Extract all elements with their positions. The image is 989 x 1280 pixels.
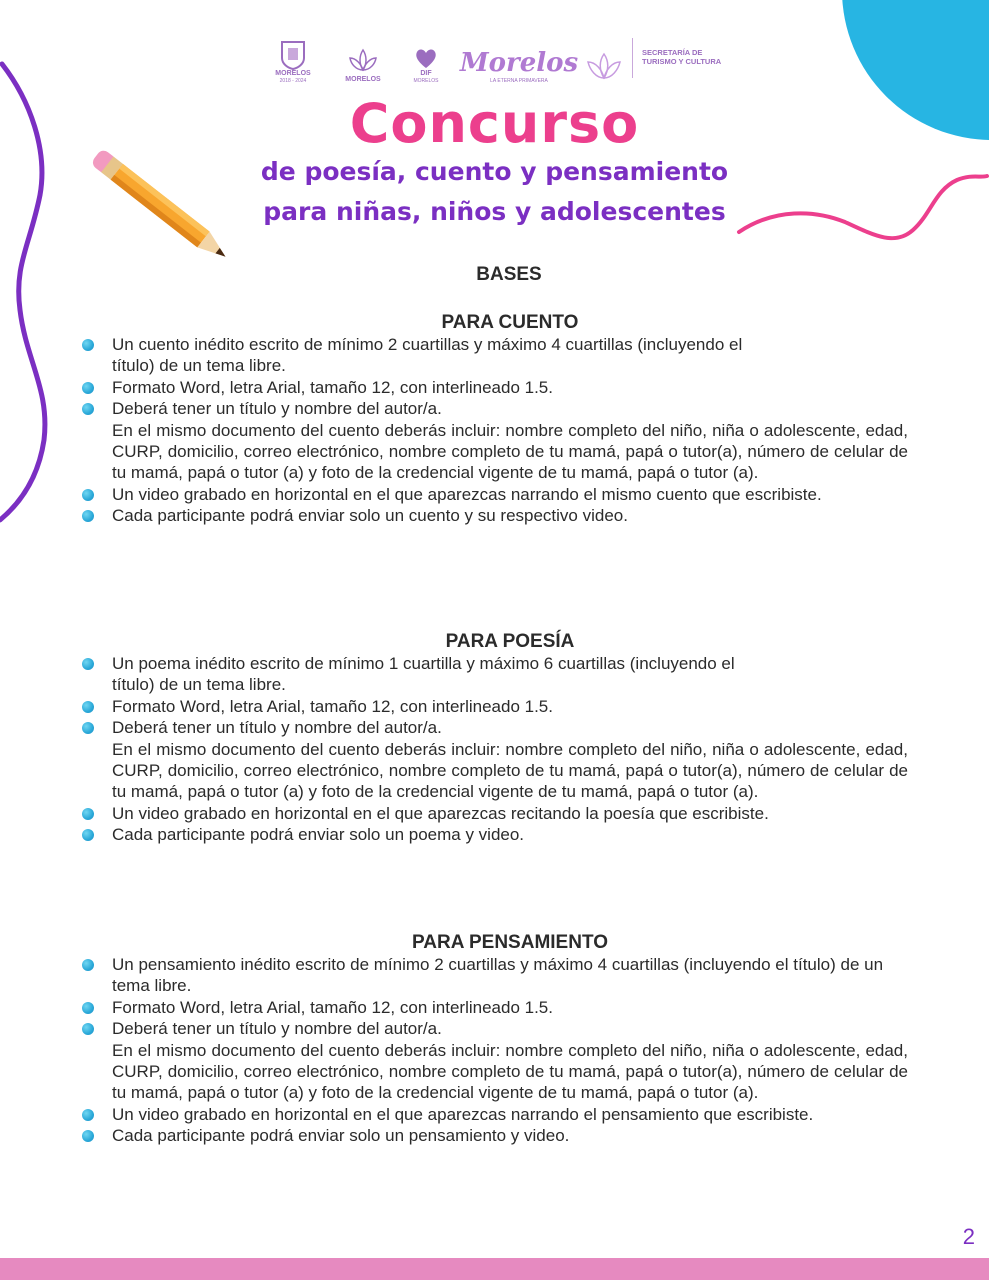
- list-item: [82, 377, 908, 398]
- blue-dot-bullet-icon: [82, 722, 94, 734]
- item-text: Un video grabado en horizontal en el que aparezcas recitando la poesía que escribiste.: [112, 803, 769, 823]
- item-text: Un poema inédito escrito de mínimo 1 cuartilla y máximo 6 cuartillas (incluyendo el título) de un tema libre.: [112, 654, 735, 695]
- section-heading: PARA POESÍA: [445, 631, 575, 652]
- item-text: Un cuento inédito escrito de mínimo 2 cuartillas y máximo 4 cuartillas (incluyendo el título) de un tema libre.: [112, 335, 743, 376]
- subtitle-line2: para niñas, niños y adolescentes: [263, 197, 726, 226]
- shield-icon: [280, 40, 306, 70]
- logo-divider: [632, 38, 633, 78]
- morelos-municipality-logo: [338, 34, 388, 84]
- logo-sub: MORELOS: [413, 78, 439, 84]
- item-text: Un video grabado en horizontal en el que aparezcas narrando el pensamiento que escribiste.: [112, 1104, 814, 1124]
- list-item: [82, 1018, 908, 1039]
- item-text: Deberá tener un título y nombre del autor/a.: [112, 399, 442, 419]
- secretaria-line1: SECRETARÍA DE: [642, 48, 703, 57]
- logo-caption: MORELOS: [345, 76, 381, 83]
- blue-dot-bullet-icon: [82, 959, 94, 971]
- list-item: [82, 824, 908, 845]
- blue-dot-bullet-icon: [82, 829, 94, 841]
- requirements-note: En el mismo documento del cuento deberás incluir: nombre completo del niño, niña o adolescente, edad, CURP, domicilio, correo electrónico, nombre completo de tu mamá, papá o tutor(a), número de celular de tu mamá, papá o tutor (a) y foto de la credencial vigente de tu mamá, papá o tutor (a).: [112, 420, 908, 483]
- item-text: Un pensamiento inédito escrito de mínimo 2 cuartillas y máximo 4 cuartillas (incluyendo el título) de un tema libre.: [112, 955, 884, 996]
- list-item: [82, 653, 908, 696]
- item-text: Formato Word, letra Arial, tamaño 12, con interlineado 1.5.: [112, 997, 553, 1017]
- section-heading: PARA CUENTO: [441, 312, 579, 333]
- heart-flower-icon: [413, 46, 439, 70]
- list-item: [82, 1125, 908, 1146]
- lotus-icon: [585, 50, 623, 84]
- blue-dot-bullet-icon: [82, 808, 94, 820]
- page-number: 2: [962, 1224, 975, 1249]
- item-list: [82, 653, 908, 739]
- secretaria-text: [642, 48, 721, 66]
- morelos-brand-logo: [459, 34, 579, 84]
- list-item: [82, 398, 908, 419]
- section-heading: PARA PENSAMIENTO: [411, 932, 608, 953]
- item-text: Un video grabado en horizontal en el que aparezcas narrando el mismo cuento que escribiste.: [112, 484, 822, 504]
- blue-dot-bullet-icon: [82, 489, 94, 501]
- list-item: [82, 954, 908, 997]
- secretaria-turismo-cultura-logo: [582, 34, 626, 84]
- list-item: [82, 717, 908, 738]
- item-text: Cada participante podrá enviar solo un poema y video.: [112, 825, 525, 845]
- blue-dot-bullet-icon: [82, 701, 94, 713]
- bases-heading: BASES: [476, 264, 542, 285]
- list-item: [82, 803, 908, 824]
- item-list: [82, 484, 908, 527]
- list-item: [82, 696, 908, 717]
- section-poesia: [82, 631, 908, 846]
- brand-wordmark: Morelos: [459, 48, 579, 78]
- blue-dot-bullet-icon: [82, 339, 94, 351]
- blue-dot-bullet-icon: [82, 1109, 94, 1121]
- blue-dot-bullet-icon: [82, 1130, 94, 1142]
- item-text: Deberá tener un título y nombre del autor/a.: [112, 1019, 442, 1039]
- logo-caption: DIF: [420, 70, 432, 77]
- blue-dot-bullet-icon: [82, 1002, 94, 1014]
- page-title: Concurso: [349, 92, 640, 155]
- item-text: Deberá tener un título y nombre del autor/a.: [112, 718, 442, 738]
- blue-dot-bullet-icon: [82, 658, 94, 670]
- blue-dot-bullet-icon: [82, 382, 94, 394]
- secretaria-line2: TURISMO Y CULTURA: [642, 57, 722, 66]
- item-text: Formato Word, letra Arial, tamaño 12, con interlineado 1.5.: [112, 696, 553, 716]
- dif-logo: [406, 34, 446, 84]
- list-item: [82, 484, 908, 505]
- section-pensamiento: [82, 932, 908, 1147]
- list-item: [82, 997, 908, 1018]
- section-cuento: [82, 312, 908, 527]
- morelos-government-logo: [268, 34, 318, 84]
- list-item: [82, 1104, 908, 1125]
- list-item: [82, 334, 908, 377]
- blue-dot-bullet-icon: [82, 1023, 94, 1035]
- item-text: Formato Word, letra Arial, tamaño 12, con interlineado 1.5.: [112, 377, 553, 397]
- item-list: [82, 1104, 908, 1147]
- footer-bar: [0, 1258, 989, 1280]
- item-text: Cada participante podrá enviar solo un cuento y su respectivo video.: [112, 506, 628, 526]
- item-list: [82, 803, 908, 846]
- list-item: [82, 505, 908, 526]
- requirements-note: En el mismo documento del cuento deberás incluir: nombre completo del niño, niña o adolescente, edad, CURP, domicilio, correo electrónico, nombre completo de tu mamá, papá o tutor(a), número de celular de tu mamá, papá o tutor (a) y foto de la credencial vigente de tu mamá, papá o tutor (a).: [112, 1040, 908, 1103]
- logo-sub: LA ETERNA PRIMAVERA: [490, 78, 548, 84]
- requirements-note: En el mismo documento del cuento deberás incluir: nombre completo del niño, niña o adolescente, edad, CURP, domicilio, correo electrónico, nombre completo de tu mamá, papá o tutor(a), número de celular de tu mamá, papá o tutor (a) y foto de la credencial vigente de tu mamá, papá o tutor (a).: [112, 739, 908, 802]
- item-text: Cada participante podrá enviar solo un pensamiento y video.: [112, 1126, 570, 1146]
- item-list: [82, 334, 908, 420]
- item-list: [82, 954, 908, 1040]
- header-logos: [268, 34, 728, 84]
- logo-caption: MORELOS: [275, 70, 311, 77]
- subtitle-line1: de poesía, cuento y pensamiento: [260, 157, 729, 186]
- blue-dot-bullet-icon: [82, 403, 94, 415]
- blue-dot-bullet-icon: [82, 510, 94, 522]
- lotus-icon: [346, 46, 380, 76]
- logo-sub: 2018 - 2024: [279, 78, 307, 84]
